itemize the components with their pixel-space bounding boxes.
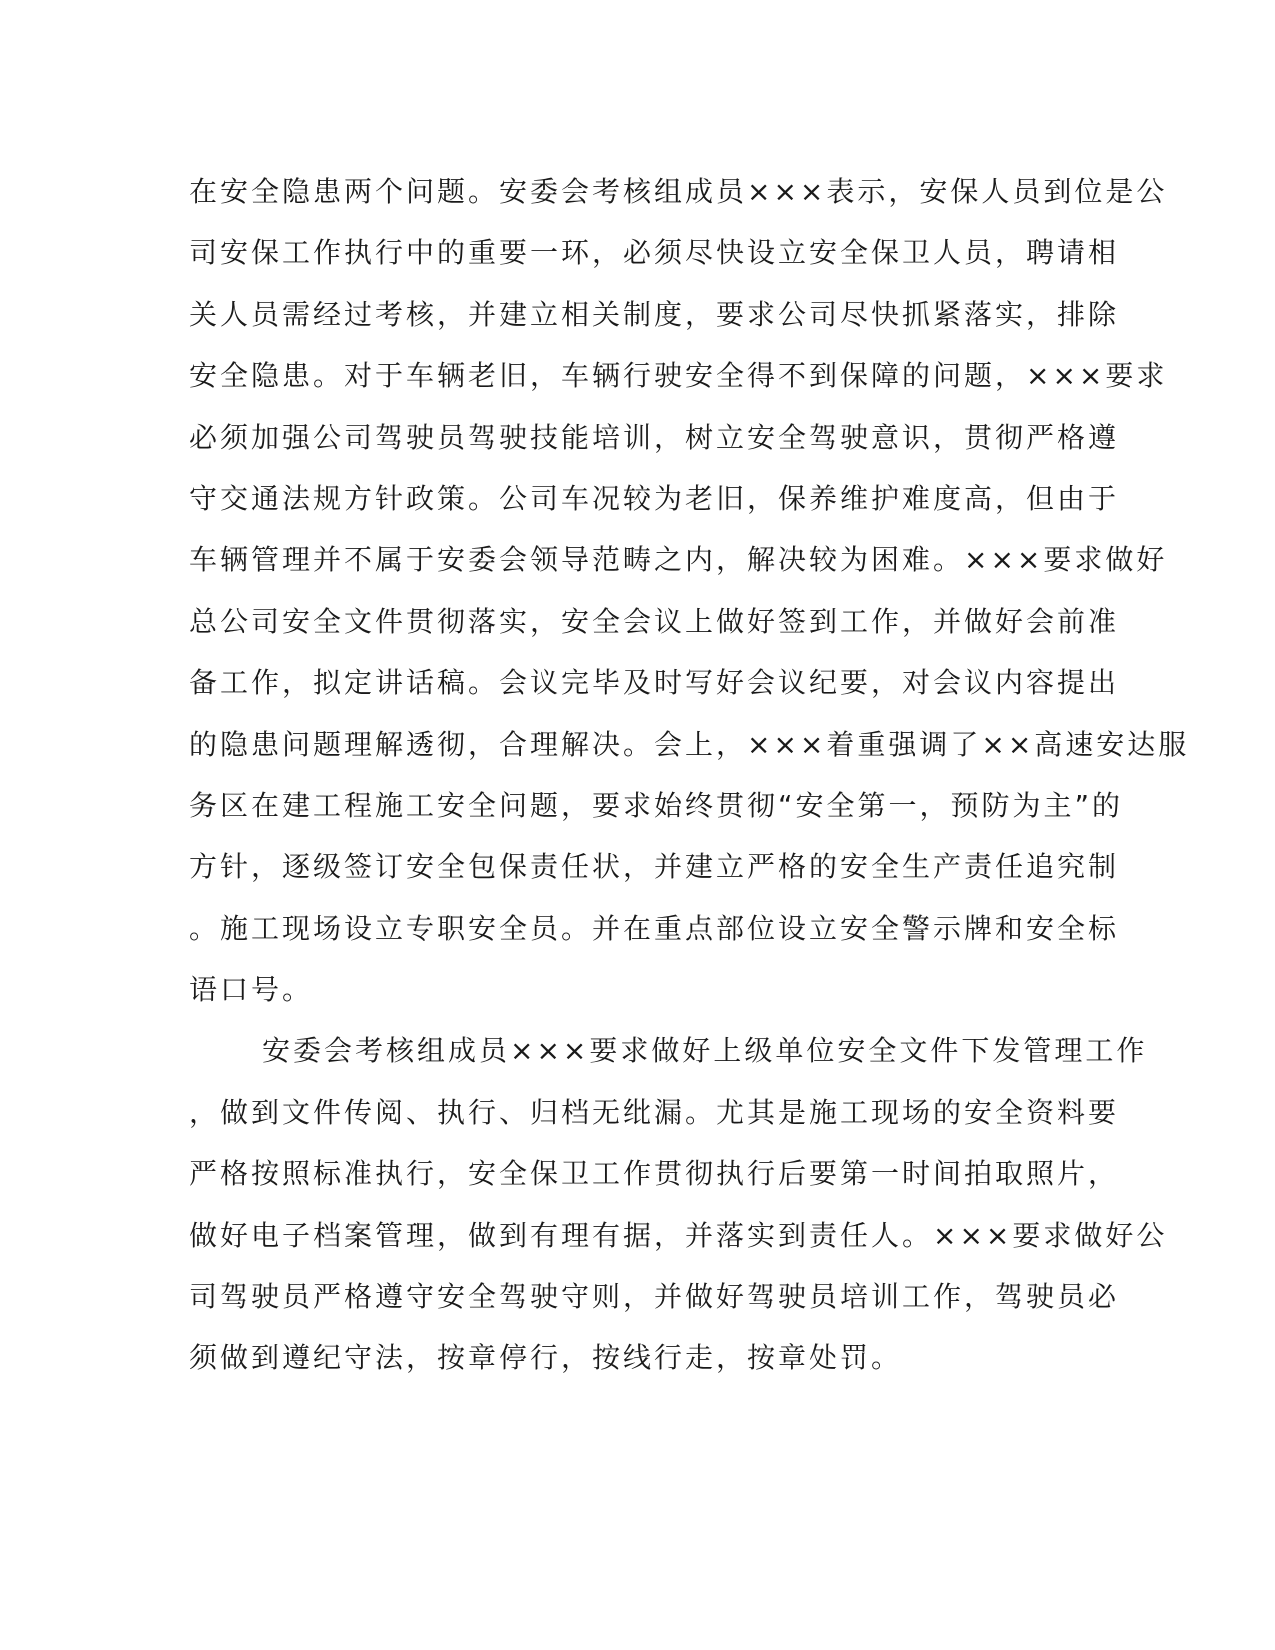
text-line-7: 车辆管理并不属于安委会领导范畴之内，解决较为困难。×××要求做好 xyxy=(189,543,1168,577)
text-line-3: 关人员需经过考核，并建立相关制度，要求公司尽快抓紧落实，排除 xyxy=(189,297,1120,331)
text-line-14: 语口号。 xyxy=(189,973,314,1007)
text-line-18: 做好电子档案管理，做到有理有据，并落实到责任人。×××要求做好公 xyxy=(189,1218,1168,1252)
text-line-8: 总公司安全文件贯彻落实，安全会议上做好签到工作，并做好会前准 xyxy=(189,604,1120,638)
text-line-5: 必须加强公司驾驶员驾驶技能培训，树立安全驾驶意识，贯彻严格遵 xyxy=(189,420,1120,454)
text-line-15: 安委会考核组成员×××要求做好上级单位安全文件下发管理工作 xyxy=(262,1034,1148,1068)
text-line-10: 的隐患问题理解透彻，合理解决。会上，×××着重强调了××高速安达服 xyxy=(189,727,1190,761)
text-line-16: ，做到文件传阅、执行、归档无纰漏。尤其是施工现场的安全资料要 xyxy=(189,1095,1120,1129)
text-line-2: 司安保工作执行中的重要一环，必须尽快设立安全保卫人员，聘请相 xyxy=(189,236,1120,270)
text-line-12: 方针，逐级签订安全包保责任状，并建立严格的安全生产责任追究制 xyxy=(189,850,1120,884)
text-line-17: 严格按照标准执行，安全保卫工作贯彻执行后要第一时间拍取照片， xyxy=(189,1157,1120,1191)
text-line-1: 在安全隐患两个问题。安委会考核组成员×××表示，安保人员到位是公 xyxy=(189,175,1168,208)
text-line-13: 。施工现场设立专职安全员。并在重点部位设立安全警示牌和安全标 xyxy=(189,911,1120,945)
text-line-20: 须做到遵纪守法，按章停行，按线行走，按章处罚。 xyxy=(189,1341,903,1375)
text-line-19: 司驾驶员严格遵守安全驾驶守则，并做好驾驶员培训工作，驾驶员必 xyxy=(189,1280,1120,1314)
text-line-11: 务区在建工程施工安全问题，要求始终贯彻“安全第一，预防为主”的 xyxy=(189,788,1124,822)
text-line-9: 备工作，拟定讲话稿。会议完毕及时写好会议纪要，对会议内容提出 xyxy=(189,666,1120,700)
body-text xyxy=(189,161,1190,1389)
text-line-6: 守交通法规方针政策。公司车况较为老旧，保养维护难度高，但由于 xyxy=(189,481,1120,515)
text-line-4: 安全隐患。对于车辆老旧，车辆行驶安全得不到保障的问题，×××要求 xyxy=(189,359,1168,393)
